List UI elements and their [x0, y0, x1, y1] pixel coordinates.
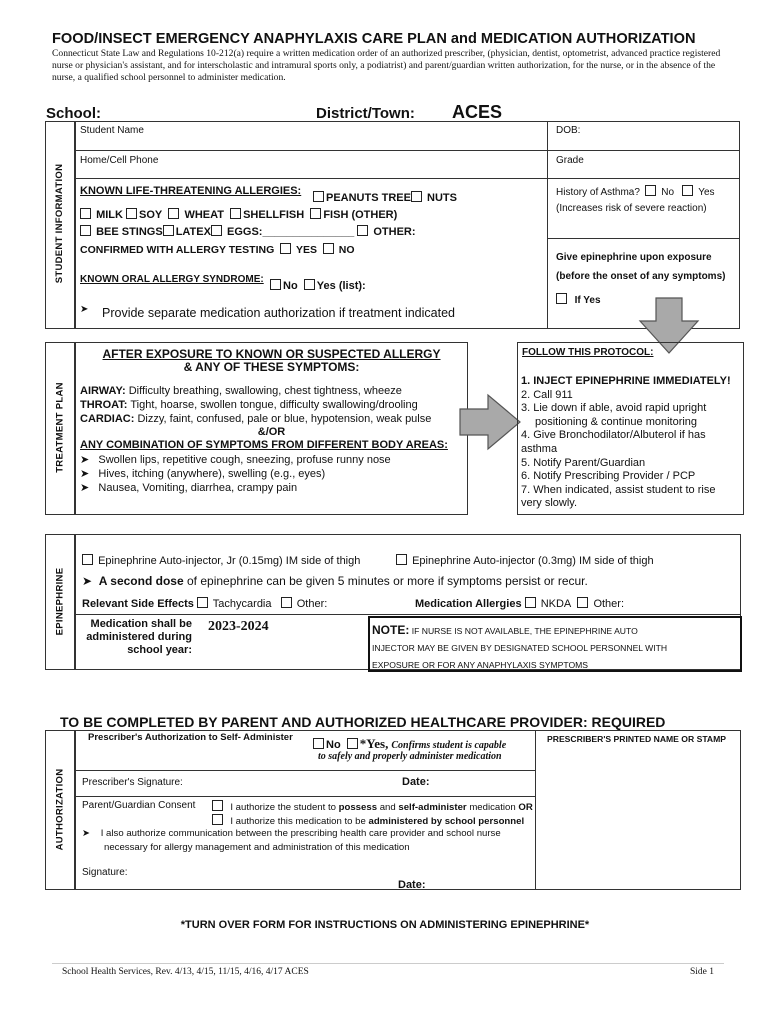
- prescriber-signature-label: Prescriber's Signature:: [82, 777, 183, 788]
- epi-adult-checkbox[interactable]: [396, 554, 407, 565]
- row-divider: [75, 796, 535, 797]
- second-dose-row: [82, 574, 588, 588]
- second-dose-bold: A second dose: [98, 574, 184, 588]
- confirms-text-2: to safely and properly administer medication: [318, 751, 502, 762]
- med-allergy-other-checkbox[interactable]: [577, 597, 588, 608]
- protocol-step: 5. Notify Parent/Guardian: [521, 456, 646, 469]
- bullet-arrow-icon: ➤: [82, 574, 93, 588]
- dob-label: DOB:: [556, 125, 581, 136]
- allergy-row-1: [313, 191, 457, 204]
- symptom-text: Swollen lips, repetitive cough, sneezing, profuse runny nose: [98, 454, 391, 466]
- column-divider: [535, 730, 536, 890]
- bullet-arrow-icon: ➤: [80, 454, 90, 466]
- epi-jr-label: Epinephrine Auto-injector, Jr (0.15mg) IM side of thigh: [98, 555, 361, 567]
- asthma-note: (Increases risk of severe reaction): [556, 203, 707, 214]
- latex-checkbox[interactable]: [163, 225, 174, 236]
- arrow-bullet-icon: ➤: [80, 304, 89, 315]
- admin-label-line: Medication shall be: [90, 618, 192, 630]
- epi-adult-row: [396, 554, 654, 567]
- protocol-step: 3. Lie down if able, avoid rapid upright: [521, 402, 707, 415]
- admin-year-label: [80, 618, 192, 657]
- cardiac-text: Dizzy, faint, confused, pale or blue, hypotension, weak pulse: [137, 413, 432, 425]
- consent-text: I authorize the student to: [230, 802, 336, 813]
- self-admin-yes-checkbox[interactable]: [347, 738, 358, 749]
- cardiac-label: CARDIAC:: [80, 413, 135, 425]
- student-info-label: STUDENT INFORMATION: [54, 163, 65, 284]
- self-admin-options: [313, 736, 506, 752]
- consent-text: medication: [469, 802, 516, 813]
- consent-text: administered by school personnel: [368, 816, 525, 827]
- printed-name-label: PRESCRIBER'S PRINTED NAME OR STAMP: [547, 734, 727, 744]
- treatment-heading-1: AFTER EXPOSURE TO KNOWN OR SUSPECTED ALLERGY: [102, 347, 441, 361]
- self-admin-yes-label: *Yes,: [359, 736, 389, 751]
- intro-text: Connecticut State Law and Regulations 10-212(a) require a written medication order of an authorized prescriber, (physician, dentist, optometrist, advanced practice registered nurse or physician's assistant, and for interscholastic and intramural sports only, a podiatrist) and parent/guardian written authorization, for the nurse, or in the absence of the nurse, a qualified school personnel to administer medication.: [52, 48, 721, 84]
- admin-label-line: school year:: [127, 644, 192, 656]
- protocol-step: 6. Notify Prescribing Provider / PCP: [521, 470, 696, 483]
- epi-jr-row: [82, 554, 360, 567]
- bullet-arrow-icon: ➤: [80, 468, 90, 480]
- med-allergies-row: [415, 597, 624, 610]
- form-title: FOOD/INSECT EMERGENCY ANAPHYLAXIS CARE PLAN and MEDICATION AUTHORIZATION: [52, 31, 696, 47]
- soy-label: SOY: [139, 209, 163, 221]
- school-label: School:: [46, 105, 101, 122]
- cardiac-row: [80, 413, 431, 425]
- epi-jr-checkbox[interactable]: [82, 554, 93, 565]
- self-admin-label: Prescriber's Authorization to Self- Administer: [88, 732, 293, 743]
- testing-no-checkbox[interactable]: [323, 243, 334, 254]
- fish-checkbox[interactable]: [310, 208, 321, 219]
- consent-line-1: [212, 800, 533, 813]
- treatment-label: TREATMENT PLAN: [54, 382, 66, 473]
- eggs-checkbox[interactable]: [211, 225, 222, 236]
- side-effect-other-label: Other:: [296, 598, 328, 610]
- tachycardia-label: Tachycardia: [212, 598, 272, 610]
- tree-nuts-checkbox[interactable]: [411, 191, 422, 202]
- epi-adult-label: Epinephrine Auto-injector (0.3mg) IM side of thigh: [412, 555, 654, 567]
- row-divider: [75, 150, 740, 151]
- nkda-checkbox[interactable]: [525, 597, 536, 608]
- note-line: INJECTOR MAY BE GIVEN BY DESIGNATED SCHOOL PERSONNEL WITH: [372, 643, 668, 653]
- milk-checkbox[interactable]: [80, 208, 91, 219]
- airway-text: Difficulty breathing, swallowing, chest tightness, wheeze: [128, 385, 402, 397]
- protocol-list: [521, 375, 743, 511]
- allergy-row-2: [80, 208, 397, 221]
- consent-text: I authorize this medication to be: [230, 816, 366, 827]
- second-dose-text: of epinephrine can be given 5 minutes or more if symptoms persist or recur.: [187, 574, 588, 588]
- soy-checkbox[interactable]: [126, 208, 137, 219]
- side-effect-other-checkbox[interactable]: [281, 597, 292, 608]
- allergy-testing-row: [80, 243, 355, 256]
- parent-date-label: Date:: [398, 879, 426, 891]
- fish-label: FISH (OTHER): [323, 209, 398, 221]
- testing-yes-label: YES: [296, 244, 318, 256]
- epinephrine-label: EPINEPHRINE: [54, 567, 66, 636]
- confirmed-label: CONFIRMED WITH ALLERGY TESTING: [80, 244, 275, 256]
- if-yes-checkbox[interactable]: [556, 293, 567, 304]
- peanuts-label: PEANUTS: [326, 192, 379, 204]
- med-allergy-other-label: Other:: [593, 598, 625, 610]
- asthma-no-checkbox[interactable]: [645, 185, 656, 196]
- row-divider: [75, 178, 740, 179]
- nkda-label: NKDA: [540, 598, 572, 610]
- footer-rule: [52, 963, 724, 964]
- wheat-checkbox[interactable]: [168, 208, 179, 219]
- give-epi-label: Give epinephrine upon exposure: [556, 252, 712, 263]
- side-effects-label: Relevant Side Effects: [82, 598, 194, 610]
- asthma-yes-label: Yes: [698, 187, 715, 198]
- latex-label: LATEX: [175, 226, 211, 238]
- if-yes-row: [556, 293, 601, 306]
- allergy-row-3: [80, 225, 416, 238]
- parent-signature-label: Signature:: [82, 867, 128, 878]
- separate-auth-text: Provide separate medication authorization if treatment indicated: [102, 306, 455, 320]
- consent-text: possess: [338, 802, 378, 813]
- throat-row: [80, 399, 418, 411]
- consent-text: self-administer: [398, 802, 467, 813]
- tree-label: TREE: [381, 192, 411, 204]
- confirms-text: Confirms student is capable: [391, 740, 507, 751]
- other-allergy-checkbox[interactable]: [357, 225, 368, 236]
- airway-row: [80, 385, 402, 397]
- prescriber-date-label: Date:: [402, 776, 430, 788]
- student-name-label: Student Name: [80, 125, 144, 136]
- combination-label: ANY COMBINATION OF SYMPTOMS FROM DIFFERENT BODY AREAS:: [80, 439, 448, 451]
- throat-label: THROAT:: [80, 399, 128, 411]
- protocol-step: 1. INJECT EPINEPHRINE IMMEDIATELY!: [521, 375, 731, 387]
- protocol-step: positioning & continue monitoring: [535, 415, 698, 428]
- row-divider: [547, 238, 740, 239]
- protocol-label: FOLLOW THIS PROTOCOL:: [522, 347, 654, 358]
- oral-no-label: No: [283, 280, 298, 292]
- nuts-label: NUTS: [427, 192, 457, 204]
- allergies-label: KNOWN LIFE-THREATENING ALLERGIES:: [80, 185, 302, 197]
- oral-yes-checkbox[interactable]: [304, 279, 315, 290]
- med-allergies-label: Medication Allergies: [415, 598, 522, 610]
- oral-syndrome-label: KNOWN ORAL ALLERGY SYNDROME:: [80, 274, 264, 285]
- oral-syndrome-options: [270, 279, 366, 292]
- grade-label: Grade: [556, 155, 584, 166]
- symptom-bullet: [80, 453, 391, 466]
- tachycardia-checkbox[interactable]: [197, 597, 208, 608]
- testing-yes-checkbox[interactable]: [280, 243, 291, 254]
- consent-text: and: [379, 802, 396, 813]
- note-text: [372, 622, 667, 674]
- authorization-label: AUTHORIZATION: [54, 768, 66, 851]
- district-value[interactable]: ACES: [452, 102, 503, 122]
- asthma-no-label: No: [661, 187, 675, 198]
- symptom-bullet: [80, 481, 297, 494]
- school-admin-checkbox[interactable]: [212, 814, 223, 825]
- turn-over-note: *TURN OVER FORM FOR INSTRUCTIONS ON ADMINISTERING EPINEPHRINE*: [180, 919, 590, 931]
- protocol-step: 4. Give Bronchodilator/Albuterol if has: [521, 429, 706, 442]
- bee-stings-checkbox[interactable]: [80, 225, 91, 236]
- other-allergy-label: OTHER:: [373, 226, 416, 238]
- footer-revision: School Health Services, Rev. 4/13, 4/15, 11/15, 4/16, 4/17 ACES: [62, 967, 309, 977]
- consent-line-3: [82, 828, 501, 839]
- asthma-label: History of Asthma?: [556, 187, 640, 198]
- eggs-label: EGGS:_______________: [227, 226, 355, 238]
- footer-page: Side 1: [690, 967, 715, 977]
- shellfish-checkbox[interactable]: [230, 208, 241, 219]
- self-carry-checkbox[interactable]: [212, 800, 223, 811]
- protocol-step: asthma: [521, 442, 558, 455]
- right-arrow-icon: [458, 393, 522, 451]
- oral-yes-label: Yes (list):: [316, 280, 366, 292]
- testing-no-label: NO: [338, 244, 355, 256]
- milk-label: MILK: [96, 209, 123, 221]
- note-label: NOTE:: [372, 623, 410, 637]
- protocol-step: 7. When indicated, assist student to rise: [521, 483, 716, 496]
- bullet-arrow-icon: ➤: [80, 482, 90, 494]
- symptom-bullet: [80, 467, 325, 480]
- self-admin-no-checkbox[interactable]: [313, 738, 324, 749]
- airway-label: AIRWAY:: [80, 385, 126, 397]
- peanuts-checkbox[interactable]: [313, 191, 324, 202]
- bee-label: BEE STINGS: [96, 226, 163, 238]
- row-divider: [75, 770, 535, 771]
- throat-text: Tight, hoarse, swollen tongue, difficulty swallowing/drooling: [130, 399, 418, 411]
- oral-no-checkbox[interactable]: [270, 279, 281, 290]
- note-line: EXPOSURE OR FOR ANY ANAPHYLAXIS SYMPTOMS: [372, 660, 589, 670]
- before-onset-label: (before the onset of any symptoms): [556, 271, 726, 282]
- asthma-yes-checkbox[interactable]: [682, 185, 693, 196]
- shellfish-label: SHELLFISH: [243, 209, 305, 221]
- asthma-row: [556, 185, 715, 198]
- school-year-value[interactable]: 2023-2024: [208, 619, 269, 634]
- consent-text: I also authorize communication between the prescribing health care provider and school nurse: [100, 828, 501, 839]
- if-yes-label: If Yes: [574, 295, 601, 306]
- phone-label: Home/Cell Phone: [80, 155, 159, 166]
- andor-label: &/OR: [257, 426, 286, 438]
- self-admin-no-label: No: [326, 739, 341, 751]
- consent-label: Parent/Guardian Consent: [82, 800, 196, 811]
- protocol-step: very slowly.: [521, 497, 578, 510]
- symptom-text: Hives, itching (anywhere), swelling (e.g., eyes): [98, 468, 326, 480]
- column-divider: [547, 121, 548, 329]
- bullet-arrow-icon: ➤: [82, 828, 91, 839]
- authorization-heading: TO BE COMPLETED BY PARENT AND AUTHORIZED HEALTHCARE PROVIDER: REQUIRED: [60, 714, 666, 730]
- wheat-label: WHEAT: [184, 209, 224, 221]
- consent-line-4: necessary for allergy management and administration of this medication: [104, 842, 410, 853]
- symptom-text: Nausea, Vomiting, diarrhea, crampy pain: [98, 482, 298, 494]
- consent-text: OR: [518, 802, 533, 813]
- row-divider: [75, 614, 741, 615]
- admin-label-line: administered during: [86, 631, 192, 643]
- note-line: IF NURSE IS NOT AVAILABLE, THE EPINEPHRINE AUTO: [411, 626, 638, 636]
- district-label: District/Town:: [316, 105, 415, 122]
- treatment-heading-2: & ANY OF THESE SYMPTOMS:: [183, 360, 360, 374]
- side-effects-row: [82, 597, 327, 610]
- protocol-step: 2. Call 911: [521, 388, 573, 401]
- consent-line-2: [212, 814, 524, 827]
